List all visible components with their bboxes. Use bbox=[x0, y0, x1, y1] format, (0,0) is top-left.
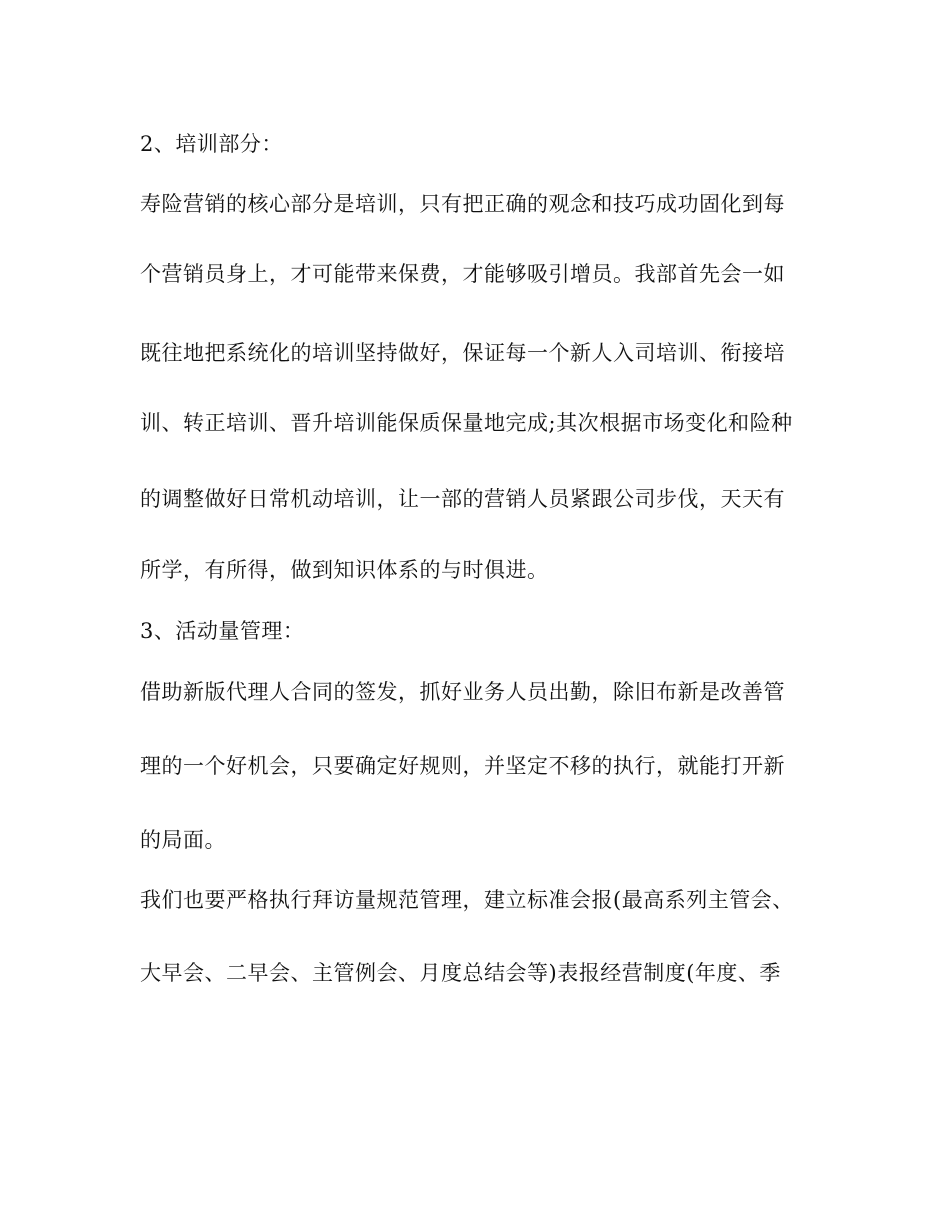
paragraph-line: 我们也要严格执行拜访量规范管理，建立标准会报(最高系列主管会、 bbox=[140, 888, 794, 912]
paragraph-line: 训、转正培训、晋升培训能保质保量地完成;其次根据市场变化和险种 bbox=[140, 411, 793, 435]
paragraph-line: 大早会、二早会、主管例会、月度总结会等)表报经营制度(年度、季 bbox=[140, 961, 781, 985]
section-heading-activity: 3、活动量管理： bbox=[140, 619, 305, 643]
section-heading-training: 2、培训部分： bbox=[140, 132, 283, 156]
paragraph-line: 理的一个好机会，只要确定好规则，并坚定不移的执行，就能打开新 bbox=[140, 754, 785, 778]
paragraph-line: 的调整做好日常机动培训，让一部的营销人员紧跟公司步伐，天天有 bbox=[140, 487, 785, 511]
paragraph-line: 的局面。 bbox=[140, 828, 226, 852]
paragraph-line: 所学，有所得，做到知识体系的与时俱进。 bbox=[140, 558, 549, 582]
paragraph-line: 个营销员身上，才可能带来保费，才能够吸引增员。我部首先会一如 bbox=[140, 262, 785, 286]
paragraph-line: 借助新版代理人合同的签发，抓好业务人员出勤，除旧布新是改善管 bbox=[140, 680, 785, 704]
paragraph-line: 既往地把系统化的培训坚持做好，保证每一个新人入司培训、衔接培 bbox=[140, 341, 785, 365]
paragraph-line: 寿险营销的核心部分是培训，只有把正确的观念和技巧成功固化到每 bbox=[140, 192, 785, 216]
